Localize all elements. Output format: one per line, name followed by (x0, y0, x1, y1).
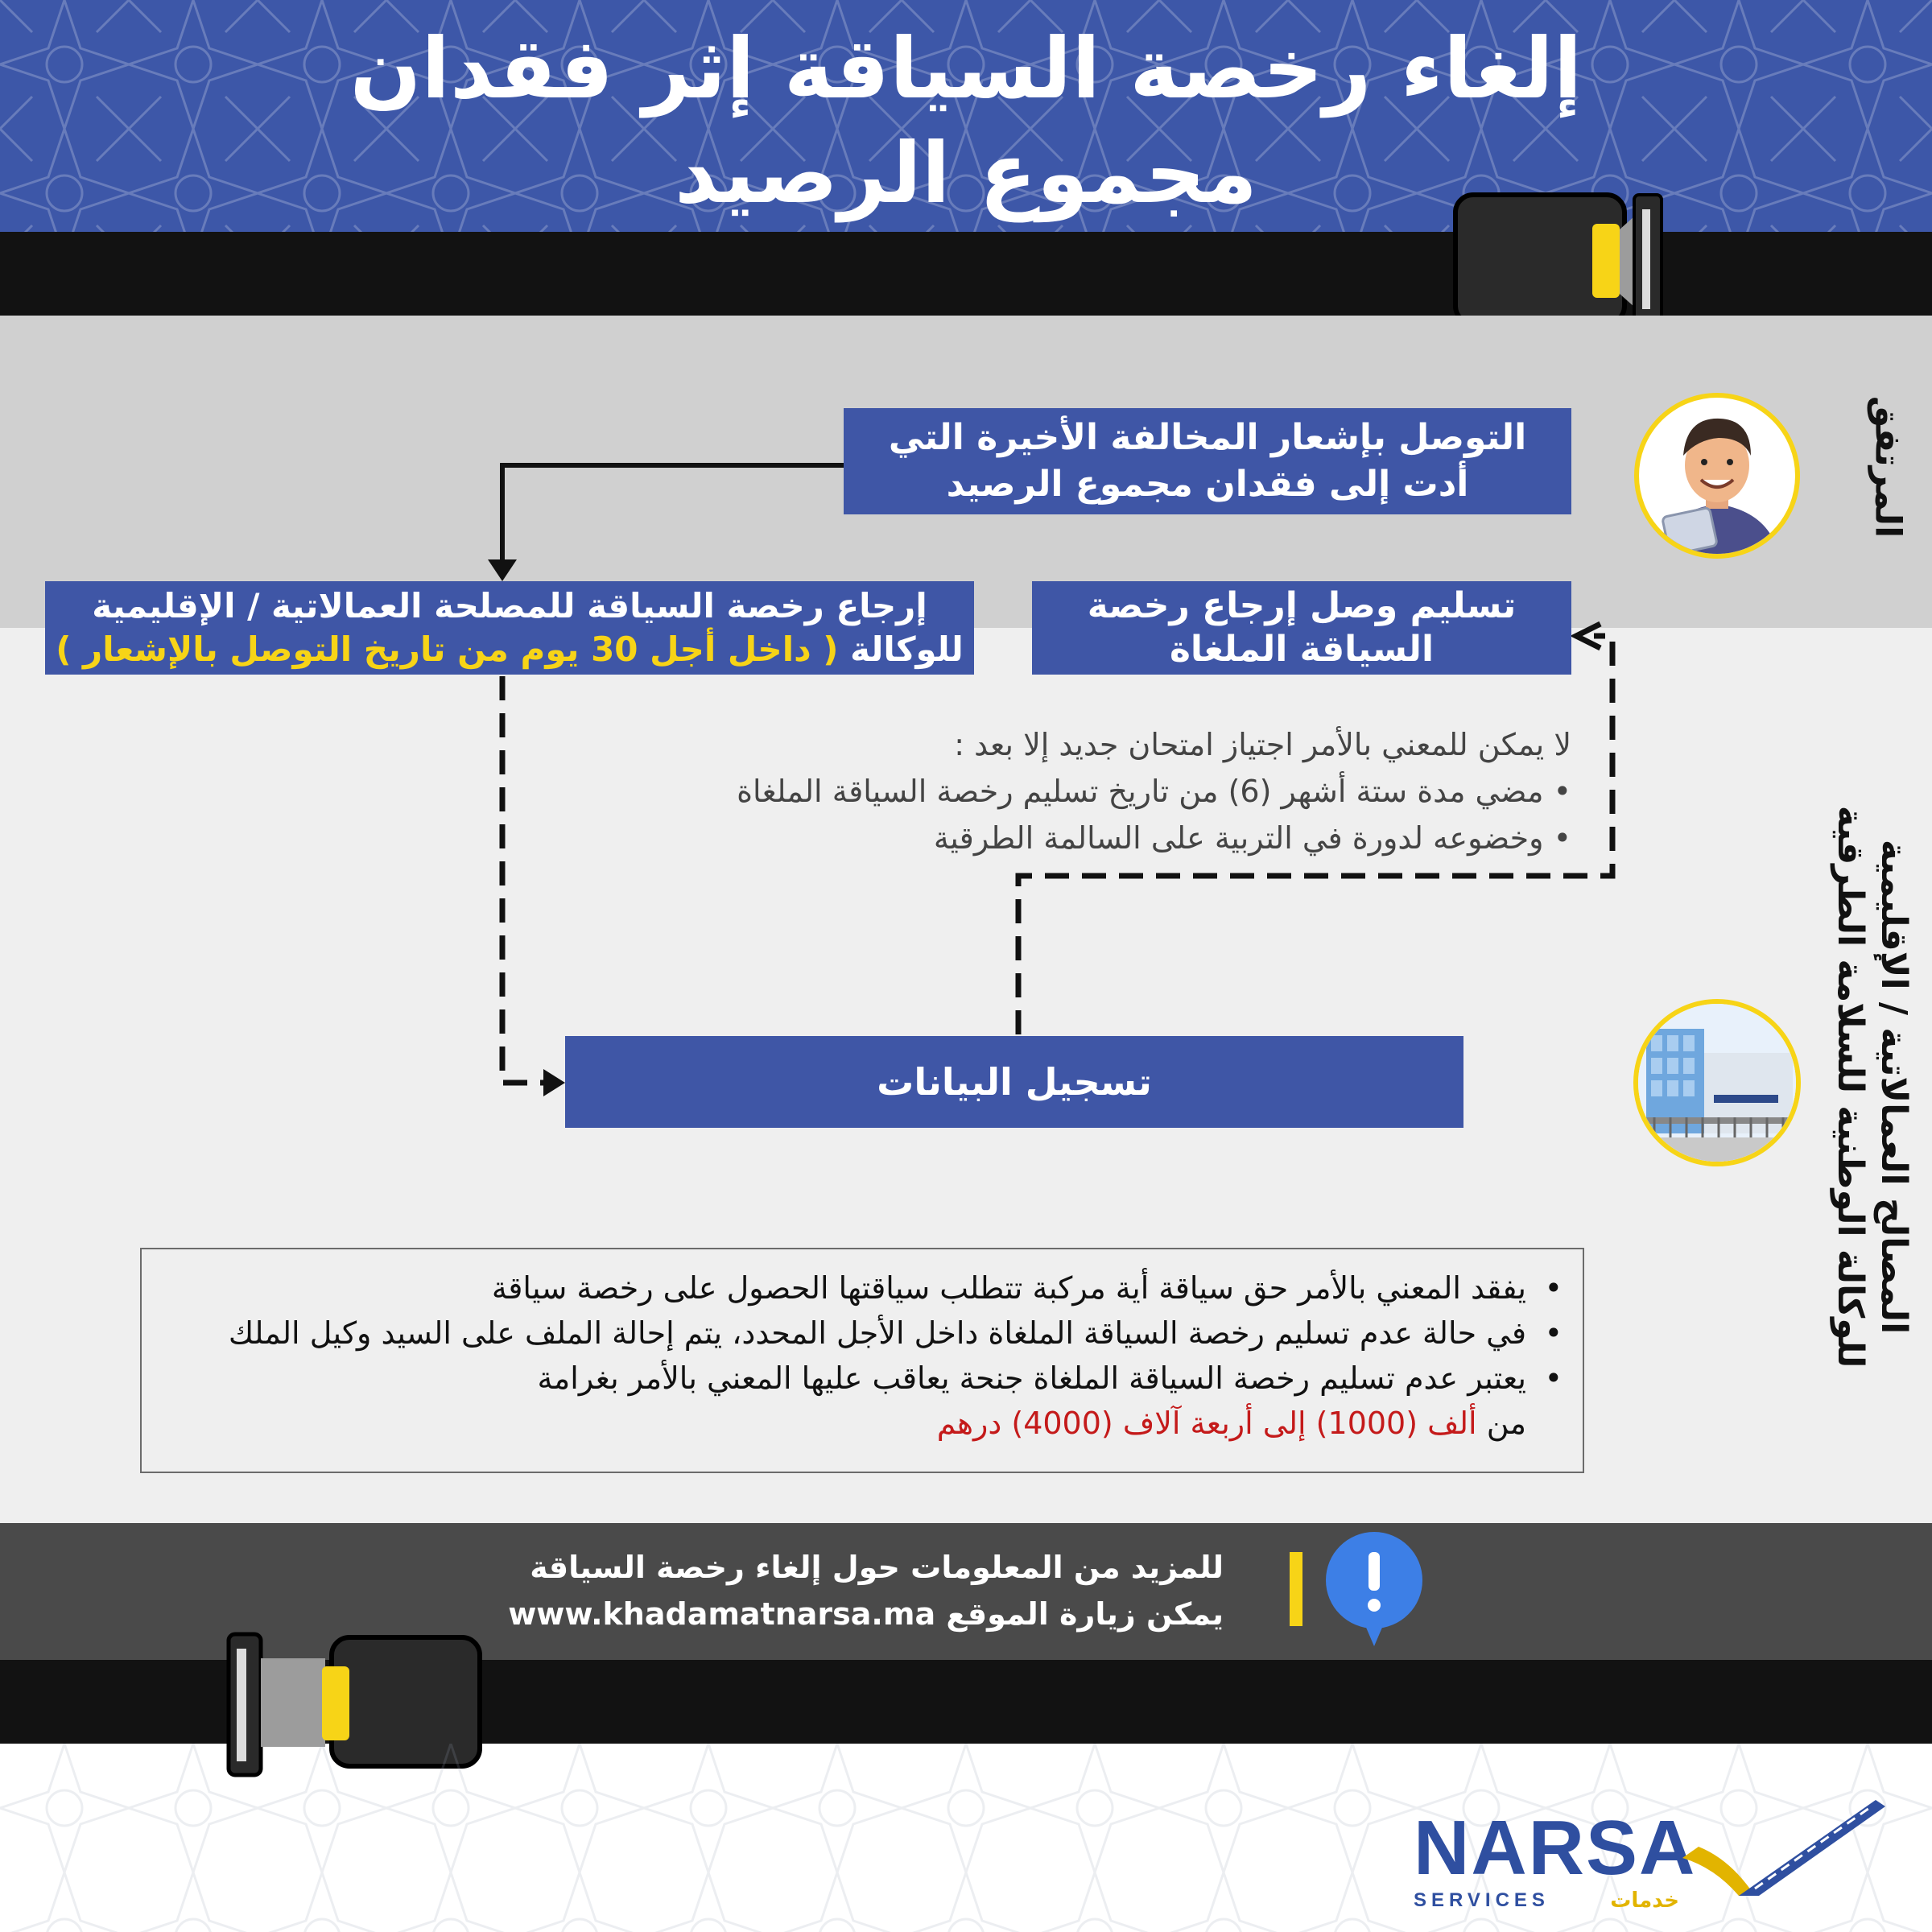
step-receipt-line-1: تسليم وصل إرجاع رخصة (1087, 585, 1517, 626)
footer-line-2 (451, 1591, 1224, 1637)
step-return-line-1: إرجاع رخصة السياقة للمصلحة العمالاتية / الإقليمية (92, 586, 927, 625)
step-register-box (565, 1036, 1463, 1128)
footer-line-1: للمزيد من المعلومات حول إلغاء رخصة السياقة (530, 1550, 1224, 1585)
footer-line-2-prefix: يمكن زيارة الموقع (946, 1596, 1224, 1632)
lane-citizen-label: المرتفق (1867, 395, 1909, 539)
notes-box (140, 1248, 1584, 1473)
step-notification-box (844, 408, 1571, 514)
step-return-line-2 (45, 628, 974, 671)
lane-agency-label-line-2: للوكالة الوطنية للسلامة الطرقية (1830, 805, 1871, 1368)
website-link[interactable]: www.khadamatnarsa.ma (508, 1596, 936, 1632)
exclamation-icon (1323, 1530, 1425, 1650)
step-notification-line-2: أدت إلى فقدان مجموع الرصيد (946, 464, 1469, 505)
title-line-2: مجموع الرصيد (675, 124, 1257, 222)
arrowhead-down (488, 559, 517, 581)
connector-return-to-register (502, 676, 547, 1083)
note-item: • في حالة عدم تسليم رخصة السياقة الملغاة داخل الأجل المحدد، يتم إحالة الملف على السيد وكيل الملك (190, 1311, 1526, 1356)
arrowhead-right (543, 1069, 565, 1096)
step-return-prefix: للوكالة (850, 630, 964, 669)
step-notification-line-1: التوصل بإشعار المخالفة الأخيرة التي (888, 417, 1527, 458)
exam-condition-item: • مضي مدة ستة أشهر (6) من تاريخ تسليم رخصة السياقة الملغاة (737, 774, 1571, 809)
note-fine-text: يعتبر عدم تسليم رخصة السياقة الملغاة جنحة يعاقب عليها المعني بالأمر بغرامة (537, 1360, 1526, 1396)
exam-conditions (660, 721, 1571, 861)
logo-subtitle (1414, 1889, 1679, 1913)
note-item: • يفقد المعني بالأمر حق سياقة أية مركبة تتطلب سياقتها الحصول على رخصة سياقة (190, 1265, 1526, 1311)
step-return-box (45, 581, 974, 675)
logo-wordmark: NARSA (1414, 1805, 1697, 1891)
exam-conditions-intro: لا يمكن للمعني بالأمر اجتياز امتحان جديد إلا بعد : (954, 727, 1571, 762)
lane-agency-label-line-1: المصالح العمالاتية / الإقليمية (1873, 839, 1914, 1335)
footer-info-text (451, 1544, 1224, 1637)
step-register-label: تسجيل البيانات (877, 1060, 1152, 1104)
connector-notification-to-return (502, 465, 844, 559)
exam-condition-item: • وخضوعه لدورة في التربية على السالمة الطرقية (933, 820, 1571, 856)
step-receipt-line-2: السياقة الملغاة (1169, 629, 1435, 670)
step-return-deadline: ( داخل أجل 30 يوم من تاريخ التوصل بالإشعار ) (56, 630, 839, 669)
logo-arabic: خدمات (1610, 1889, 1679, 1913)
note-item (190, 1356, 1526, 1446)
narsa-logo (1414, 1805, 1697, 1913)
note-fine-prefix: من (1486, 1406, 1526, 1441)
narsa-road-logo-icon (1682, 1795, 1892, 1901)
footer-accent-bar (1290, 1552, 1302, 1626)
note-fine-amount: ألف (1000) إلى أربعة آلاف (4000) درهم (936, 1406, 1477, 1441)
step-receipt-box (1032, 581, 1571, 675)
logo-services: SERVICES (1414, 1889, 1550, 1911)
title-line-1: إلغاء رخصة السياقة إثر فقدان (349, 19, 1583, 118)
